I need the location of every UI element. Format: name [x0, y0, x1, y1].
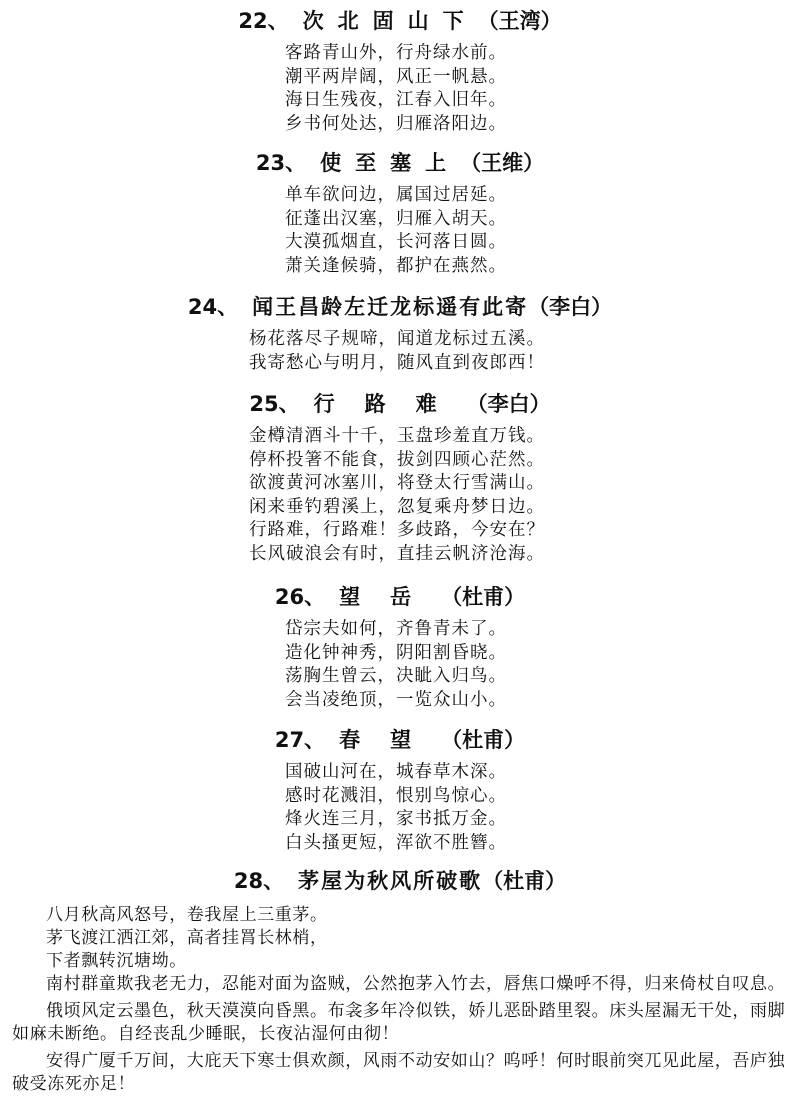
poem-number: 26、 [274, 585, 326, 609]
poem-title [0, 866, 800, 896]
poem-title [0, 292, 800, 322]
poem-line: 征蓬出汉塞，归雁入胡天。 [285, 208, 507, 229]
poem-paragraph: 俄顷风定云墨色，秋天漠漠向昏黑。布衾多年冷似铁，娇儿恶卧踏里裂。床头屋漏无干处，雨脚如麻未断绝。自经丧乱少睡眠，长夜沾湿何由彻！ [12, 1001, 786, 1044]
poem-25 [0, 389, 800, 566]
poem-line: 荡胸生曾云，决眦入归鸟。 [285, 666, 507, 686]
poem-line: 国破山河在，城春草木深。 [285, 762, 507, 782]
poem-lines [0, 328, 800, 375]
poem-22 [0, 6, 800, 136]
poem-title [0, 582, 800, 612]
poem-author: （杜甫） [482, 869, 567, 893]
poem-line: 造化钟神秀，阴阳割昏晓。 [285, 642, 507, 663]
poem-line: 长风破浪会有时，直挂云帆济沧海。 [249, 543, 545, 564]
poem-name: 茅屋为秋风所破歌 [298, 869, 483, 893]
poem-27 [0, 725, 800, 855]
poem-author: （王湾） [477, 9, 562, 33]
poem-line: 潮平两岸阔，风正一帆悬。 [285, 66, 507, 87]
poem-lines [0, 425, 800, 566]
poem-line: 白头搔更短，浑欲不胜簪。 [285, 832, 507, 853]
poem-line: 单车欲问边，属国过居延。 [285, 185, 507, 205]
poem-line: 下者飘转沉塘坳。 [46, 951, 187, 971]
poem-name: 闻王昌龄左迁龙标遥有此寄 [252, 295, 529, 319]
poem-title [0, 725, 800, 755]
poem-line: 八月秋高风怒号，卷我屋上三重茅。 [46, 905, 328, 925]
poem-title [0, 148, 800, 178]
poem-line: 停杯投箸不能食，拔剑四顾心茫然。 [249, 449, 545, 470]
poem-26 [0, 582, 800, 712]
poem-line: 烽火连三月，家书抵万金。 [285, 809, 507, 829]
poem-line: 行路难，行路难！多歧路，今安在？ [249, 520, 545, 540]
poem-number: 24、 [187, 295, 239, 319]
poem-paragraph: 安得广厦千万间，大庇天下寒士俱欢颜，风雨不动安如山？呜呼！何时眼前突兀见此屋，吾庐独破受冻死亦足！ [12, 1051, 786, 1094]
poem-lines [0, 618, 800, 712]
poem-28 [0, 866, 800, 896]
poem-lines [0, 42, 800, 136]
poem-line: 海日生残夜，江春入旧年。 [285, 90, 507, 110]
poem-line: 客路青山外，行舟绿水前。 [285, 43, 507, 63]
poem-paragraph: 南村群童欺我老无力，忍能对面为盗贼，公然抱茅入竹去，唇焦口燥呼不得，归来倚杖自叹息。 [46, 974, 786, 994]
poem-line: 闲来垂钓碧溪上，忽复乘舟梦日边。 [249, 496, 545, 517]
poem-line: 金樽清酒斗十千，玉盘珍羞直万钱。 [249, 426, 545, 446]
poem-28-body [12, 904, 788, 1100]
poem-name: 次北固山下 [302, 9, 478, 33]
poem-author: （杜甫） [441, 728, 526, 752]
poem-line: 大漠孤烟直，长河落日圆。 [285, 232, 507, 252]
poem-author: （杜甫） [441, 585, 526, 609]
poem-author: （李白） [466, 392, 551, 416]
poem-line: 欲渡黄河冰塞川，将登太行雪满山。 [249, 473, 545, 493]
poem-author: （李白） [528, 295, 613, 319]
poem-line: 杨花落尽子规啼，闻道龙标过五溪。 [249, 329, 545, 349]
poem-line: 岱宗夫如何，齐鲁青未了。 [285, 619, 507, 639]
poem-name: 使至塞上 [320, 151, 461, 175]
poem-name: 望岳 [339, 585, 442, 609]
poem-lines [0, 761, 800, 855]
poem-line: 我寄愁心与明月，随风直到夜郎西！ [249, 352, 545, 373]
poem-line: 乡书何处达，归雁洛阳边。 [285, 113, 507, 134]
poem-line: 感时花溅泪，恨别鸟惊心。 [285, 785, 507, 806]
poem-author: （王维） [460, 151, 545, 175]
poem-line: 会当凌绝顶，一览众山小。 [285, 689, 507, 710]
poem-title [0, 389, 800, 419]
poem-title [0, 6, 800, 36]
poem-line: 萧关逢候骑，都护在燕然。 [285, 255, 507, 276]
poem-23 [0, 148, 800, 278]
poem-number: 28、 [233, 869, 285, 893]
poem-number: 27、 [274, 728, 326, 752]
poem-name: 春望 [339, 728, 442, 752]
poem-number: 22、 [238, 9, 289, 33]
poem-lines [0, 184, 800, 278]
poem-number: 23、 [255, 151, 307, 175]
poem-line: 茅飞渡江洒江郊，高者挂罥长林梢， [46, 928, 328, 948]
poem-number: 25、 [249, 392, 300, 416]
poem-name: 行路难 [313, 392, 467, 416]
poem-24 [0, 292, 800, 375]
